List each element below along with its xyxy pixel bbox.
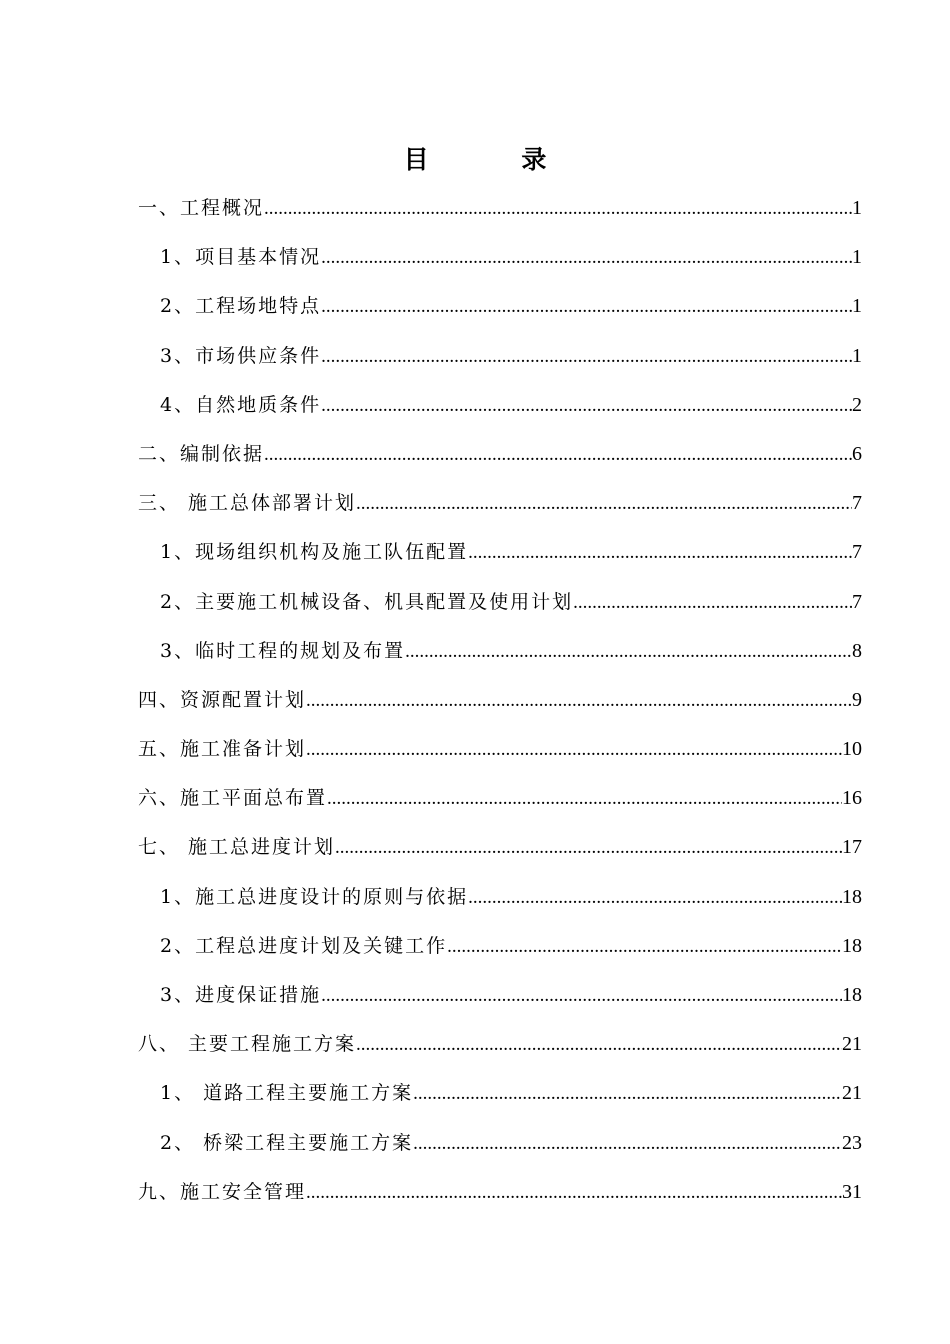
toc-page-number: 8 — [852, 639, 862, 662]
toc-page-number: 7 — [852, 541, 862, 564]
toc-page-number: 21 — [842, 1082, 862, 1105]
toc-entry-label: 3、进度保证措施 — [160, 984, 322, 1006]
toc-entry[interactable] — [138, 1073, 862, 1122]
toc-dot-leader — [321, 976, 842, 1016]
toc-page-number: 1 — [852, 295, 862, 318]
toc-entry-label: 1、 道路工程主要施工方案 — [160, 1082, 414, 1105]
toc-entry[interactable] — [138, 827, 862, 876]
toc-entry[interactable] — [138, 582, 862, 631]
toc-entry-label: 1、现场组织机构及施工队伍配置 — [160, 541, 469, 564]
toc-entry[interactable] — [138, 434, 862, 483]
toc-entry[interactable] — [138, 926, 862, 975]
toc-entry-label: 五、施工准备计划 — [138, 738, 307, 761]
toc-page-number: 18 — [842, 934, 862, 957]
toc-dot-leader — [321, 238, 852, 278]
toc-dot-leader — [327, 779, 842, 819]
toc-entry-label: 六、施工平面总布置 — [138, 787, 328, 810]
toc-dot-leader — [306, 730, 842, 770]
toc-entry[interactable] — [138, 975, 862, 1024]
toc-page-number: 1 — [852, 246, 862, 269]
toc-dot-leader — [413, 1074, 842, 1114]
toc-dot-leader — [306, 1173, 842, 1213]
toc-page-number: 9 — [852, 688, 862, 711]
toc-page-number: 18 — [842, 885, 862, 908]
toc-page-number: 16 — [842, 787, 862, 810]
toc-page-number: 7 — [852, 590, 862, 613]
toc-dot-leader — [413, 1124, 842, 1164]
toc-entry[interactable] — [138, 877, 862, 926]
toc-entry-label: 1、项目基本情况 — [160, 246, 322, 269]
toc-title: 目 录 — [403, 145, 589, 174]
toc-entry-label: 3、市场供应条件 — [160, 344, 322, 367]
toc-dot-leader — [321, 287, 852, 327]
toc-dot-leader — [573, 583, 852, 623]
toc-page-number: 10 — [842, 738, 862, 761]
toc-entry[interactable] — [138, 483, 862, 532]
toc-dot-leader — [468, 878, 842, 918]
toc-entry[interactable] — [138, 1024, 862, 1073]
toc-dot-leader — [335, 828, 842, 868]
toc-entry[interactable] — [138, 188, 862, 237]
toc-page-number: 7 — [852, 492, 862, 515]
toc-page-number: 6 — [852, 442, 862, 465]
toc-page-number: 2 — [852, 393, 862, 416]
toc-entry[interactable] — [138, 680, 862, 729]
toc-entry[interactable] — [138, 729, 862, 778]
toc-entry[interactable] — [138, 532, 862, 581]
toc-page-number: 18 — [842, 984, 862, 1006]
toc-entry-label: 二、编制依据 — [138, 442, 265, 465]
toc-page-number: 17 — [842, 836, 862, 859]
toc-entry-label: 三、 施工总体部署计划 — [138, 492, 357, 515]
toc-dot-leader — [405, 632, 852, 672]
toc-dot-leader — [321, 386, 852, 426]
toc-dot-leader — [447, 927, 842, 967]
toc-dot-leader — [356, 484, 852, 524]
toc-entry[interactable] — [138, 778, 862, 827]
toc-dot-leader — [468, 533, 852, 573]
toc-entry[interactable] — [138, 237, 862, 286]
toc-entry[interactable] — [138, 336, 862, 385]
toc-dot-leader — [264, 189, 852, 229]
toc-entry-label: 2、工程总进度计划及关键工作 — [160, 934, 448, 957]
table-of-contents — [138, 188, 862, 1221]
toc-entry[interactable] — [138, 385, 862, 434]
toc-entry-label: 八、 主要工程施工方案 — [138, 1033, 357, 1056]
toc-entry-label: 2、工程场地特点 — [160, 295, 322, 318]
toc-dot-leader — [321, 337, 852, 377]
toc-entry-label: 1、施工总进度设计的原则与依据 — [160, 885, 469, 908]
toc-page-number: 21 — [842, 1033, 862, 1056]
toc-page-number: 1 — [852, 344, 862, 367]
toc-entry-label: 一、工程概况 — [138, 197, 265, 219]
toc-entry-label: 四、资源配置计划 — [138, 688, 307, 711]
toc-entry-label: 2、 桥梁工程主要施工方案 — [160, 1131, 414, 1154]
toc-entry-label: 3、临时工程的规划及布置 — [160, 639, 406, 662]
toc-entry[interactable] — [138, 1172, 862, 1221]
toc-entry-label: 九、施工安全管理 — [138, 1180, 307, 1203]
toc-page-number: 1 — [852, 197, 862, 219]
toc-page-number: 31 — [842, 1180, 862, 1203]
toc-dot-leader — [306, 681, 852, 721]
toc-entry-label: 4、自然地质条件 — [160, 393, 322, 416]
toc-entry[interactable] — [138, 1123, 862, 1172]
toc-dot-leader — [356, 1025, 842, 1065]
toc-entry[interactable] — [138, 286, 862, 335]
toc-dot-leader — [264, 435, 852, 475]
toc-page-number: 23 — [842, 1131, 862, 1154]
toc-entry-label: 2、主要施工机械设备、机具配置及使用计划 — [160, 590, 574, 613]
toc-entry[interactable] — [138, 631, 862, 680]
toc-entry-label: 七、 施工总进度计划 — [138, 836, 336, 859]
